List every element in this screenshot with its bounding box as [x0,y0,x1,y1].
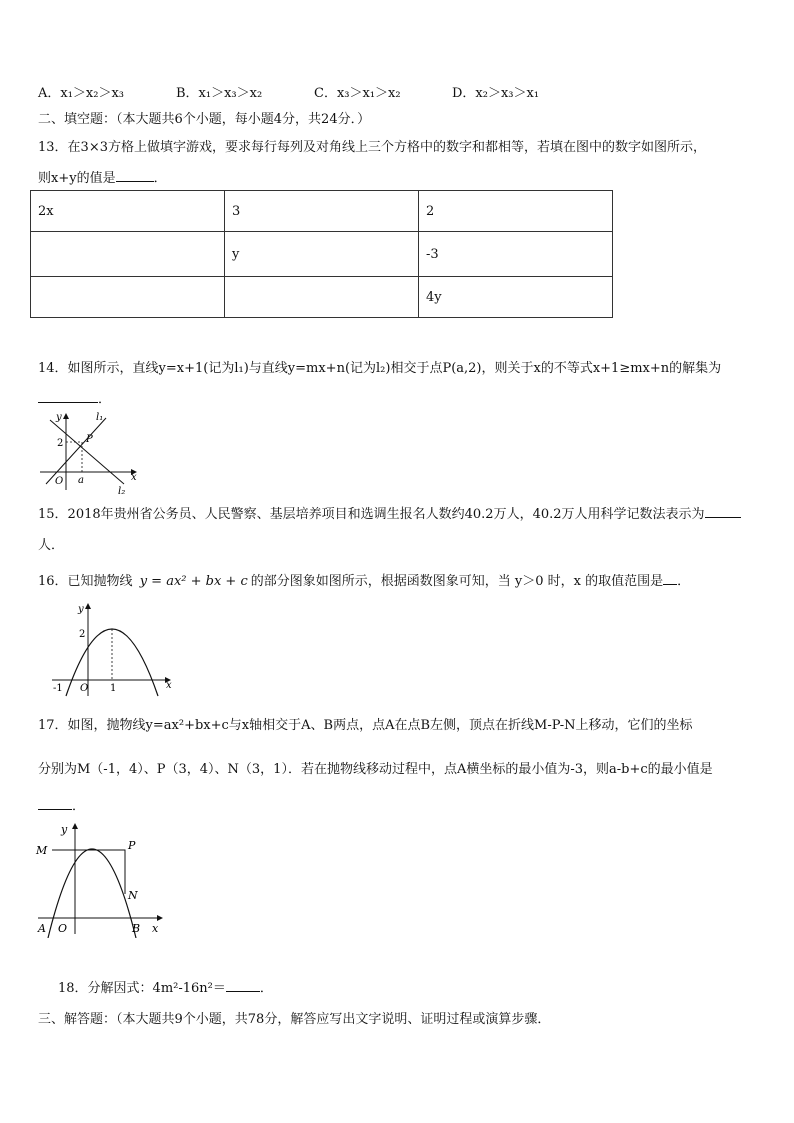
q16-figure [50,600,180,700]
option-a: A．x₁＞x₂＞x₃ [38,86,125,101]
q17-label-y: y [61,823,68,836]
q14-line-l2 [50,420,124,484]
q14-label-o: O [55,476,64,487]
q14-line2 [38,388,111,407]
q17-line1: 17．如图，抛物线y=ax²+bx+c与x轴相交于A、B两点，点A在点B左侧，顶点在折线M-P-N上移动，它们的坐标 [38,718,693,733]
option-d: D．x₂＞x₃＞x₁ [452,86,540,101]
q14-label-l1: l₁ [96,412,104,423]
q16-answer-blank[interactable] [663,572,677,585]
q14-line1: 14．如图所示，直线y=x+1(记为l₁)与直线y=mx+n(记为l₂)相交于点P(a,2)，则关于x的不等式x+1≥mx+n的解集为 [38,361,722,376]
q16-label-1: 1 [110,683,117,694]
q14-label-l2: l₂ [118,486,126,496]
q17-label-a: A [38,922,46,935]
q16-label-2: 2 [79,629,86,640]
q15-line2: 人． [38,538,65,553]
q13-line1: 13．在3×3方格上做填字游戏，要求每行每列及对角线上三个方格中的数字和都相等，若填在图中的数字如图所示， [38,140,706,155]
section-2-heading: 二、填空题：（本大题共6个小题，每小题4分，共24分．） [38,112,371,127]
table-row [31,191,613,232]
table-cell: -3 [419,232,613,277]
q17-end: ． [72,799,86,814]
q14-end: ． [98,392,112,407]
q17-label-o: O [58,922,68,935]
q16-end: ． [677,574,691,589]
table-cell: 4y [419,277,613,318]
q15-answer-blank[interactable] [705,505,741,518]
q13-end: ． [153,171,167,186]
q16-label-y: y [78,604,84,615]
q18-answer-blank[interactable] [226,979,260,992]
table-row [31,277,613,318]
q18-end: ． [259,981,273,996]
magic-square-table [30,190,613,318]
option-b: B．x₁＞x₃＞x₂ [176,86,263,101]
q14-label-x: x [131,472,137,483]
table-cell: 2 [419,191,613,232]
q17-label-m: M [36,844,48,857]
q13-line2 [38,167,167,186]
q14-figure [36,408,146,496]
table-cell [225,277,419,318]
section-3-heading: 三、解答题：（本大题共9个小题，共78分，解答应写出文字说明、证明过程或演算步骤． [38,1012,551,1027]
q16-label-x: x [166,680,172,691]
q18-text: 18．分解因式：4m²-16n²＝ [58,981,226,996]
q16-suffix: 的部分图象如图所示，根据函数图象可知，当 y＞0 时，x 的取值范围是 [250,574,664,589]
q16-line1 [38,570,690,589]
table-cell: 3 [225,191,419,232]
table-cell [31,232,225,277]
q17-label-n: N [128,889,138,902]
q17-figure [34,820,169,938]
q14-label-p: P [86,434,93,445]
table-cell: y [225,232,419,277]
q13-answer-blank[interactable] [116,169,154,182]
q16-prefix: 16．已知抛物线 [38,574,133,589]
q17-line2: 分别为M（-1，4）、P（3，4）、N（3，1）．若在抛物线移动过程中，点A横坐标的最小值为-3，则a-b+c的最小值是 [38,762,713,777]
q14-label-a: a [78,475,84,486]
answer-options [38,82,738,101]
q14-label-2: 2 [57,438,64,449]
table-row [31,232,613,277]
q14-line-l1 [46,418,106,484]
q15-line1 [38,503,741,522]
q13-text: 则x+y的值是 [38,171,116,186]
option-c: C．x₃＞x₁＞x₂ [314,86,401,101]
q17-label-b: B [132,922,141,935]
q18-line [58,977,273,996]
q14-answer-blank[interactable] [38,390,98,403]
table-cell: 2x [31,191,225,232]
q17-label-x: x [152,922,159,935]
q17-line3 [38,795,85,814]
table-cell [31,277,225,318]
q17-label-p: P [128,839,136,852]
q17-answer-blank[interactable] [38,797,72,810]
q16-formula: y = ax² + bx + c [139,574,248,589]
q16-label-o: O [80,683,89,694]
q15-text: 15．2018年贵州省公务员、人民警察、基层培养项目和选调生报名人数约40.2万人，40.2万人用科学记数法表示为 [38,507,705,522]
q16-label-neg1: -1 [53,683,63,694]
q14-label-y: y [56,412,62,423]
